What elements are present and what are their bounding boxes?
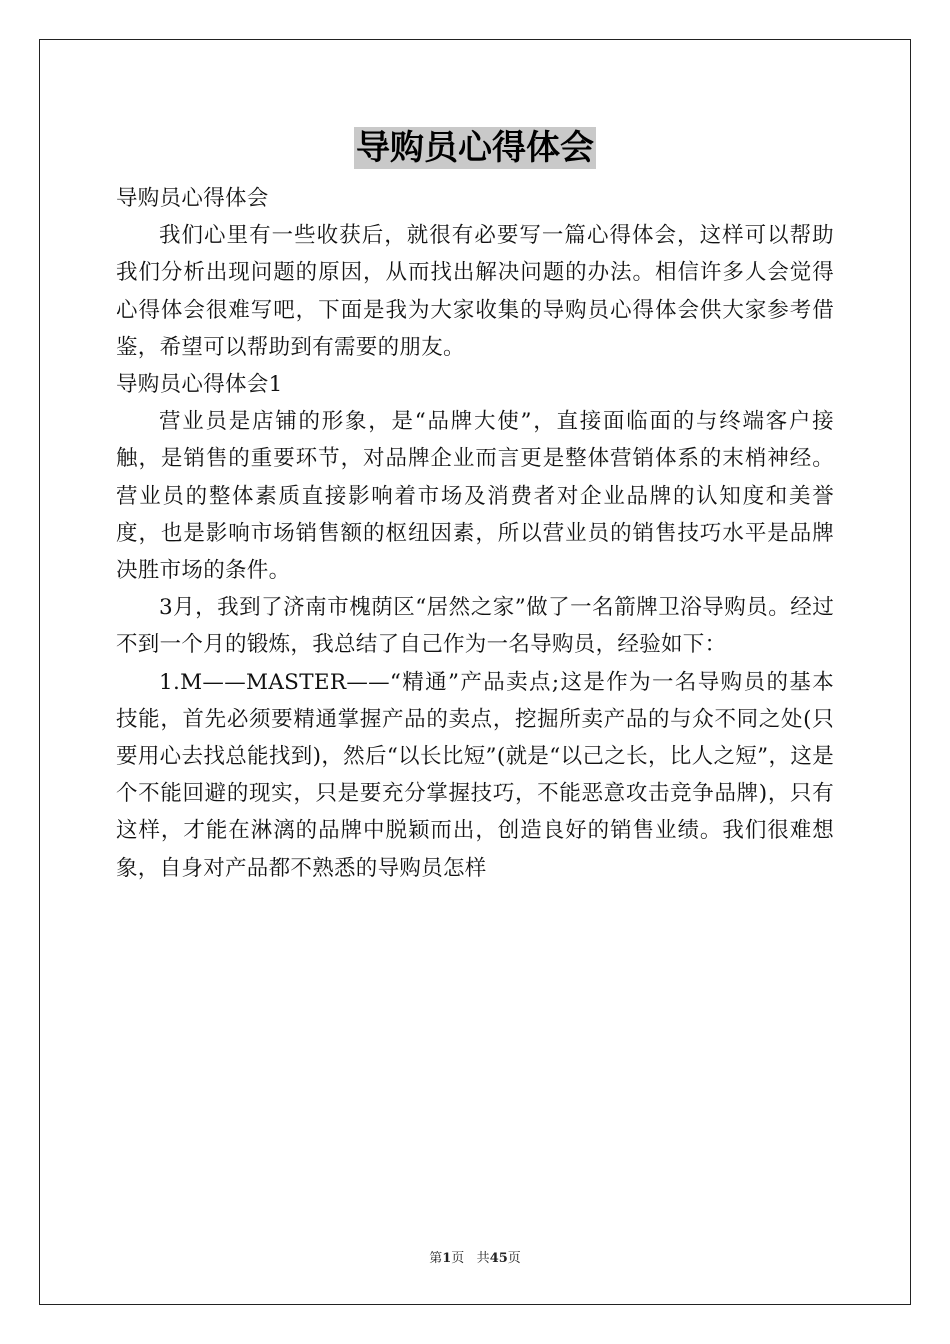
total-suffix: 页: [507, 1251, 521, 1266]
page-prefix: 第: [429, 1251, 443, 1266]
total-prefix: 共: [476, 1251, 490, 1266]
body-paragraph: 营业员是店铺的形象，是“品牌大使”，直接面临面的与终端客户接触，是销售的重要环节，对品牌企业而言更是整体营销体系的末梢神经。营业员的整体素质直接影响着市场及消费者对企业品牌的认知度和美誉度，也是影响市场销售额的枢纽因素，所以营业员的销售技巧水平是品牌决胜市场的条件。: [116, 409, 834, 584]
page-footer: [0, 1247, 950, 1266]
section-heading: 导购员心得体会1: [116, 372, 283, 398]
document-title: 导购员心得体会: [356, 128, 594, 168]
body-paragraph: 我们心里有一些收获后，就很有必要写一篇心得体会，这样可以帮助我们分析出现问题的原因，从而找出解决问题的办法。相信许多人会觉得心得体会很难写吧，下面是我为大家收集的导购员心得体会供大家参考借鉴，希望可以帮助到有需要的朋友。: [116, 223, 834, 360]
page-total: 45: [489, 1251, 508, 1266]
page-number: 1: [442, 1251, 452, 1266]
page-suffix: 页: [451, 1251, 465, 1266]
title-area: [0, 127, 950, 169]
body-paragraph: 3月，我到了济南市槐荫区“居然之家”做了一名箭牌卫浴导购员。经过不到一个月的锻炼，我总结了自己作为一名导购员，经验如下：: [116, 595, 834, 658]
body-paragraph: 1.M——MASTER——“精通”产品卖点;这是作为一名导购员的基本技能，首先必须要精通掌握产品的卖点，挖掘所卖产品的与众不同之处(只要用心去找总能找到)，然后“以长比短”(就是“以己之长，比人之短”，这是个不能回避的现实，只是要充分掌握技巧，不能恶意攻击竞争品牌)，只有这样，才能在淋漓的品牌中脱颖而出，创造良好的销售业绩。我们很难想象，自身对产品都不熟悉的导购员怎样: [116, 669, 834, 881]
document-body: [116, 180, 834, 887]
section-heading: 导购员心得体会: [116, 186, 269, 211]
